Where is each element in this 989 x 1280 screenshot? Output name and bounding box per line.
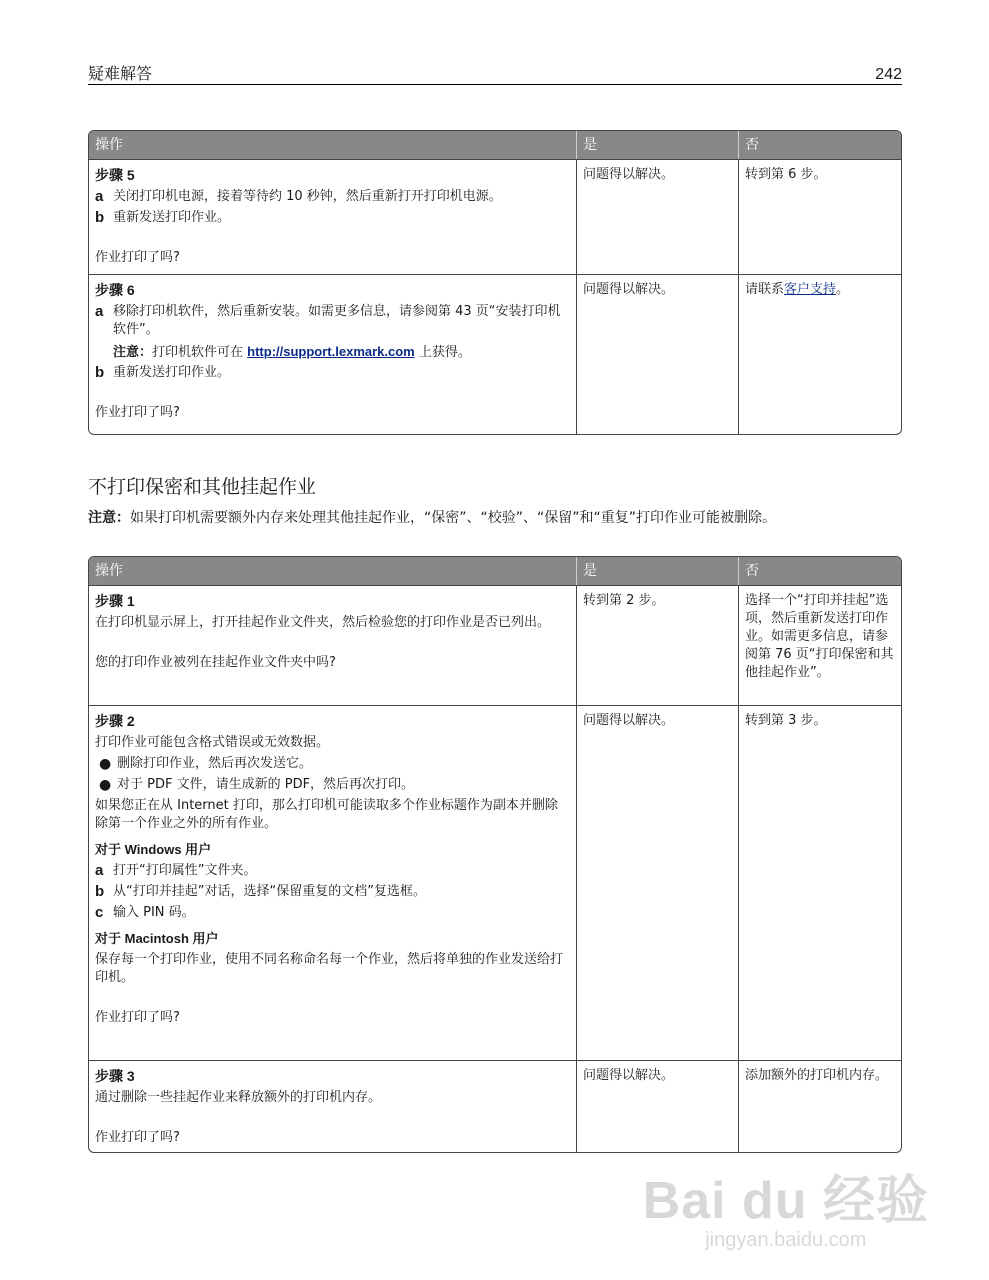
list-item <box>95 364 570 382</box>
page-number: 242 <box>875 66 902 83</box>
section-note <box>88 508 902 528</box>
item-text: 输入 PIN 码。 <box>113 905 195 920</box>
list-item <box>95 755 570 773</box>
step-1-yes: 转到第 2 步。 <box>576 585 738 705</box>
troubleshooting-table-1 <box>88 130 902 435</box>
windows-heading: 对于 Windows 用户 <box>95 842 212 857</box>
baidu-watermark <box>643 1158 929 1252</box>
column-header-action: 操作 <box>89 557 576 585</box>
macintosh-text: 保存每一个打印作业，使用不同名称命名每一个作业，然后将单独的作业发送给打印机。 <box>95 952 564 985</box>
item-text: 从“打印并挂起”对话，选择“保留重复的文档”复选框。 <box>113 884 426 899</box>
item-label: a <box>95 862 104 879</box>
step-6-no <box>738 274 901 434</box>
item-label: b <box>95 883 105 900</box>
list-item <box>95 776 570 794</box>
step-5-yes: 问题得以解决。 <box>576 159 738 274</box>
step-5-no: 转到第 6 步。 <box>738 159 901 274</box>
note-text-pre: 打印机软件可在 <box>152 345 248 360</box>
table-row-step-3 <box>89 1060 901 1152</box>
step-title: 步骤 5 <box>95 167 135 183</box>
column-header-no: 否 <box>738 131 901 159</box>
column-header-yes: 是 <box>576 557 738 585</box>
support-link[interactable]: http://support.lexmark.com <box>247 344 415 359</box>
item-label: b <box>95 209 105 226</box>
note-text: 如果打印机需要额外内存来处理其他挂起作业，“保密”、“校验”、“保留”和“重复”打印作业可能被删除。 <box>130 510 777 526</box>
list-item <box>95 862 570 880</box>
step-3-no: 添加额外的打印机内存。 <box>738 1060 901 1152</box>
column-header-no: 否 <box>738 557 901 585</box>
note-text-post: 上获得。 <box>414 345 471 360</box>
table-row-step-6 <box>89 274 901 434</box>
watermark-brand: Bai du 经验 <box>642 1172 929 1230</box>
list-item <box>95 883 570 901</box>
item-label: c <box>95 904 104 921</box>
step-title: 步骤 1 <box>95 593 135 609</box>
item-text: 重新发送打印作业。 <box>113 365 231 380</box>
table-header-row <box>89 131 901 159</box>
step-5-action <box>89 159 576 274</box>
macintosh-heading: 对于 Macintosh 用户 <box>95 931 219 946</box>
table-row-step-1 <box>89 585 901 705</box>
internet-note: 如果您正在从 Internet 打印，那么打印机可能读取多个作业标题作为副本并删除除第一个作业之外的所有作业。 <box>95 798 558 831</box>
step-2-action <box>89 705 576 1060</box>
item-label: a <box>95 188 104 205</box>
step-1-no: 选择一个“打印并挂起”选项，然后重新发送打印作业。如需更多信息，请参阅第 76 页“打印保密和其他挂起作业”。 <box>738 585 901 705</box>
item-text: 打开“打印属性”文件夹。 <box>113 863 257 878</box>
list-item <box>95 904 570 922</box>
step-2-yes: 问题得以解决。 <box>576 705 738 1060</box>
step-title: 步骤 6 <box>95 282 135 298</box>
column-header-action: 操作 <box>89 131 576 159</box>
table-row-step-5 <box>89 159 901 274</box>
item-text: 关闭打印机电源，接着等待约 10 秒钟，然后重新打开打印机电源。 <box>113 189 502 204</box>
step-text: 通过删除一些挂起作业来释放额外的打印机内存。 <box>95 1090 382 1105</box>
step-6-yes: 问题得以解决。 <box>576 274 738 434</box>
contact-post: 。 <box>836 282 850 297</box>
bullet-icon: ● <box>99 777 112 793</box>
step-3-yes: 问题得以解决。 <box>576 1060 738 1152</box>
bullet-icon: ● <box>99 756 112 772</box>
item-text: 移除打印机软件，然后重新安装。如需更多信息，请参阅第 43 页“安装打印机软件”。 <box>113 304 561 337</box>
step-question: 作业打印了吗? <box>95 1010 180 1025</box>
troubleshooting-table-2 <box>88 556 902 1153</box>
step-intro: 打印作业可能包含格式错误或无效数据。 <box>95 735 330 750</box>
table-row-step-2 <box>89 705 901 1060</box>
note-label: 注意： <box>113 345 153 360</box>
list-item <box>95 209 570 227</box>
note-label: 注意： <box>88 510 130 526</box>
item-label: b <box>95 364 105 381</box>
item-text: 重新发送打印作业。 <box>113 210 231 225</box>
customer-support-link[interactable]: 客户支持 <box>784 282 837 297</box>
step-title: 步骤 3 <box>95 1068 135 1084</box>
page-header <box>88 62 902 85</box>
list-item <box>95 303 570 339</box>
step-question: 作业打印了吗? <box>95 405 180 420</box>
bullet-text: 删除打印作业，然后再次发送它。 <box>117 756 313 771</box>
step-6-action <box>89 274 576 434</box>
step-question: 作业打印了吗? <box>95 250 180 265</box>
table-header-row <box>89 557 901 585</box>
step-1-action <box>89 585 576 705</box>
list-item <box>95 188 570 206</box>
column-header-yes: 是 <box>576 131 738 159</box>
step-2-no: 转到第 3 步。 <box>738 705 901 1060</box>
step-title: 步骤 2 <box>95 713 135 729</box>
step-3-action <box>89 1060 576 1152</box>
step-question: 作业打印了吗? <box>95 1130 180 1145</box>
software-note <box>113 343 570 362</box>
watermark-url: jingyan.baidu.com <box>705 1229 867 1251</box>
step-text: 在打印机显示屏上，打开挂起作业文件夹，然后检验您的打印作业是否已列出。 <box>95 615 551 630</box>
step-question: 您的打印作业被列在挂起作业文件夹中吗? <box>95 655 336 670</box>
bullet-text: 对于 PDF 文件，请生成新的 PDF，然后再次打印。 <box>117 777 415 792</box>
section-name: 疑难解答 <box>88 64 153 83</box>
item-label: a <box>95 303 104 320</box>
section-heading: 不打印保密和其他挂起作业 <box>88 476 317 498</box>
contact-pre: 请联系 <box>745 282 785 297</box>
